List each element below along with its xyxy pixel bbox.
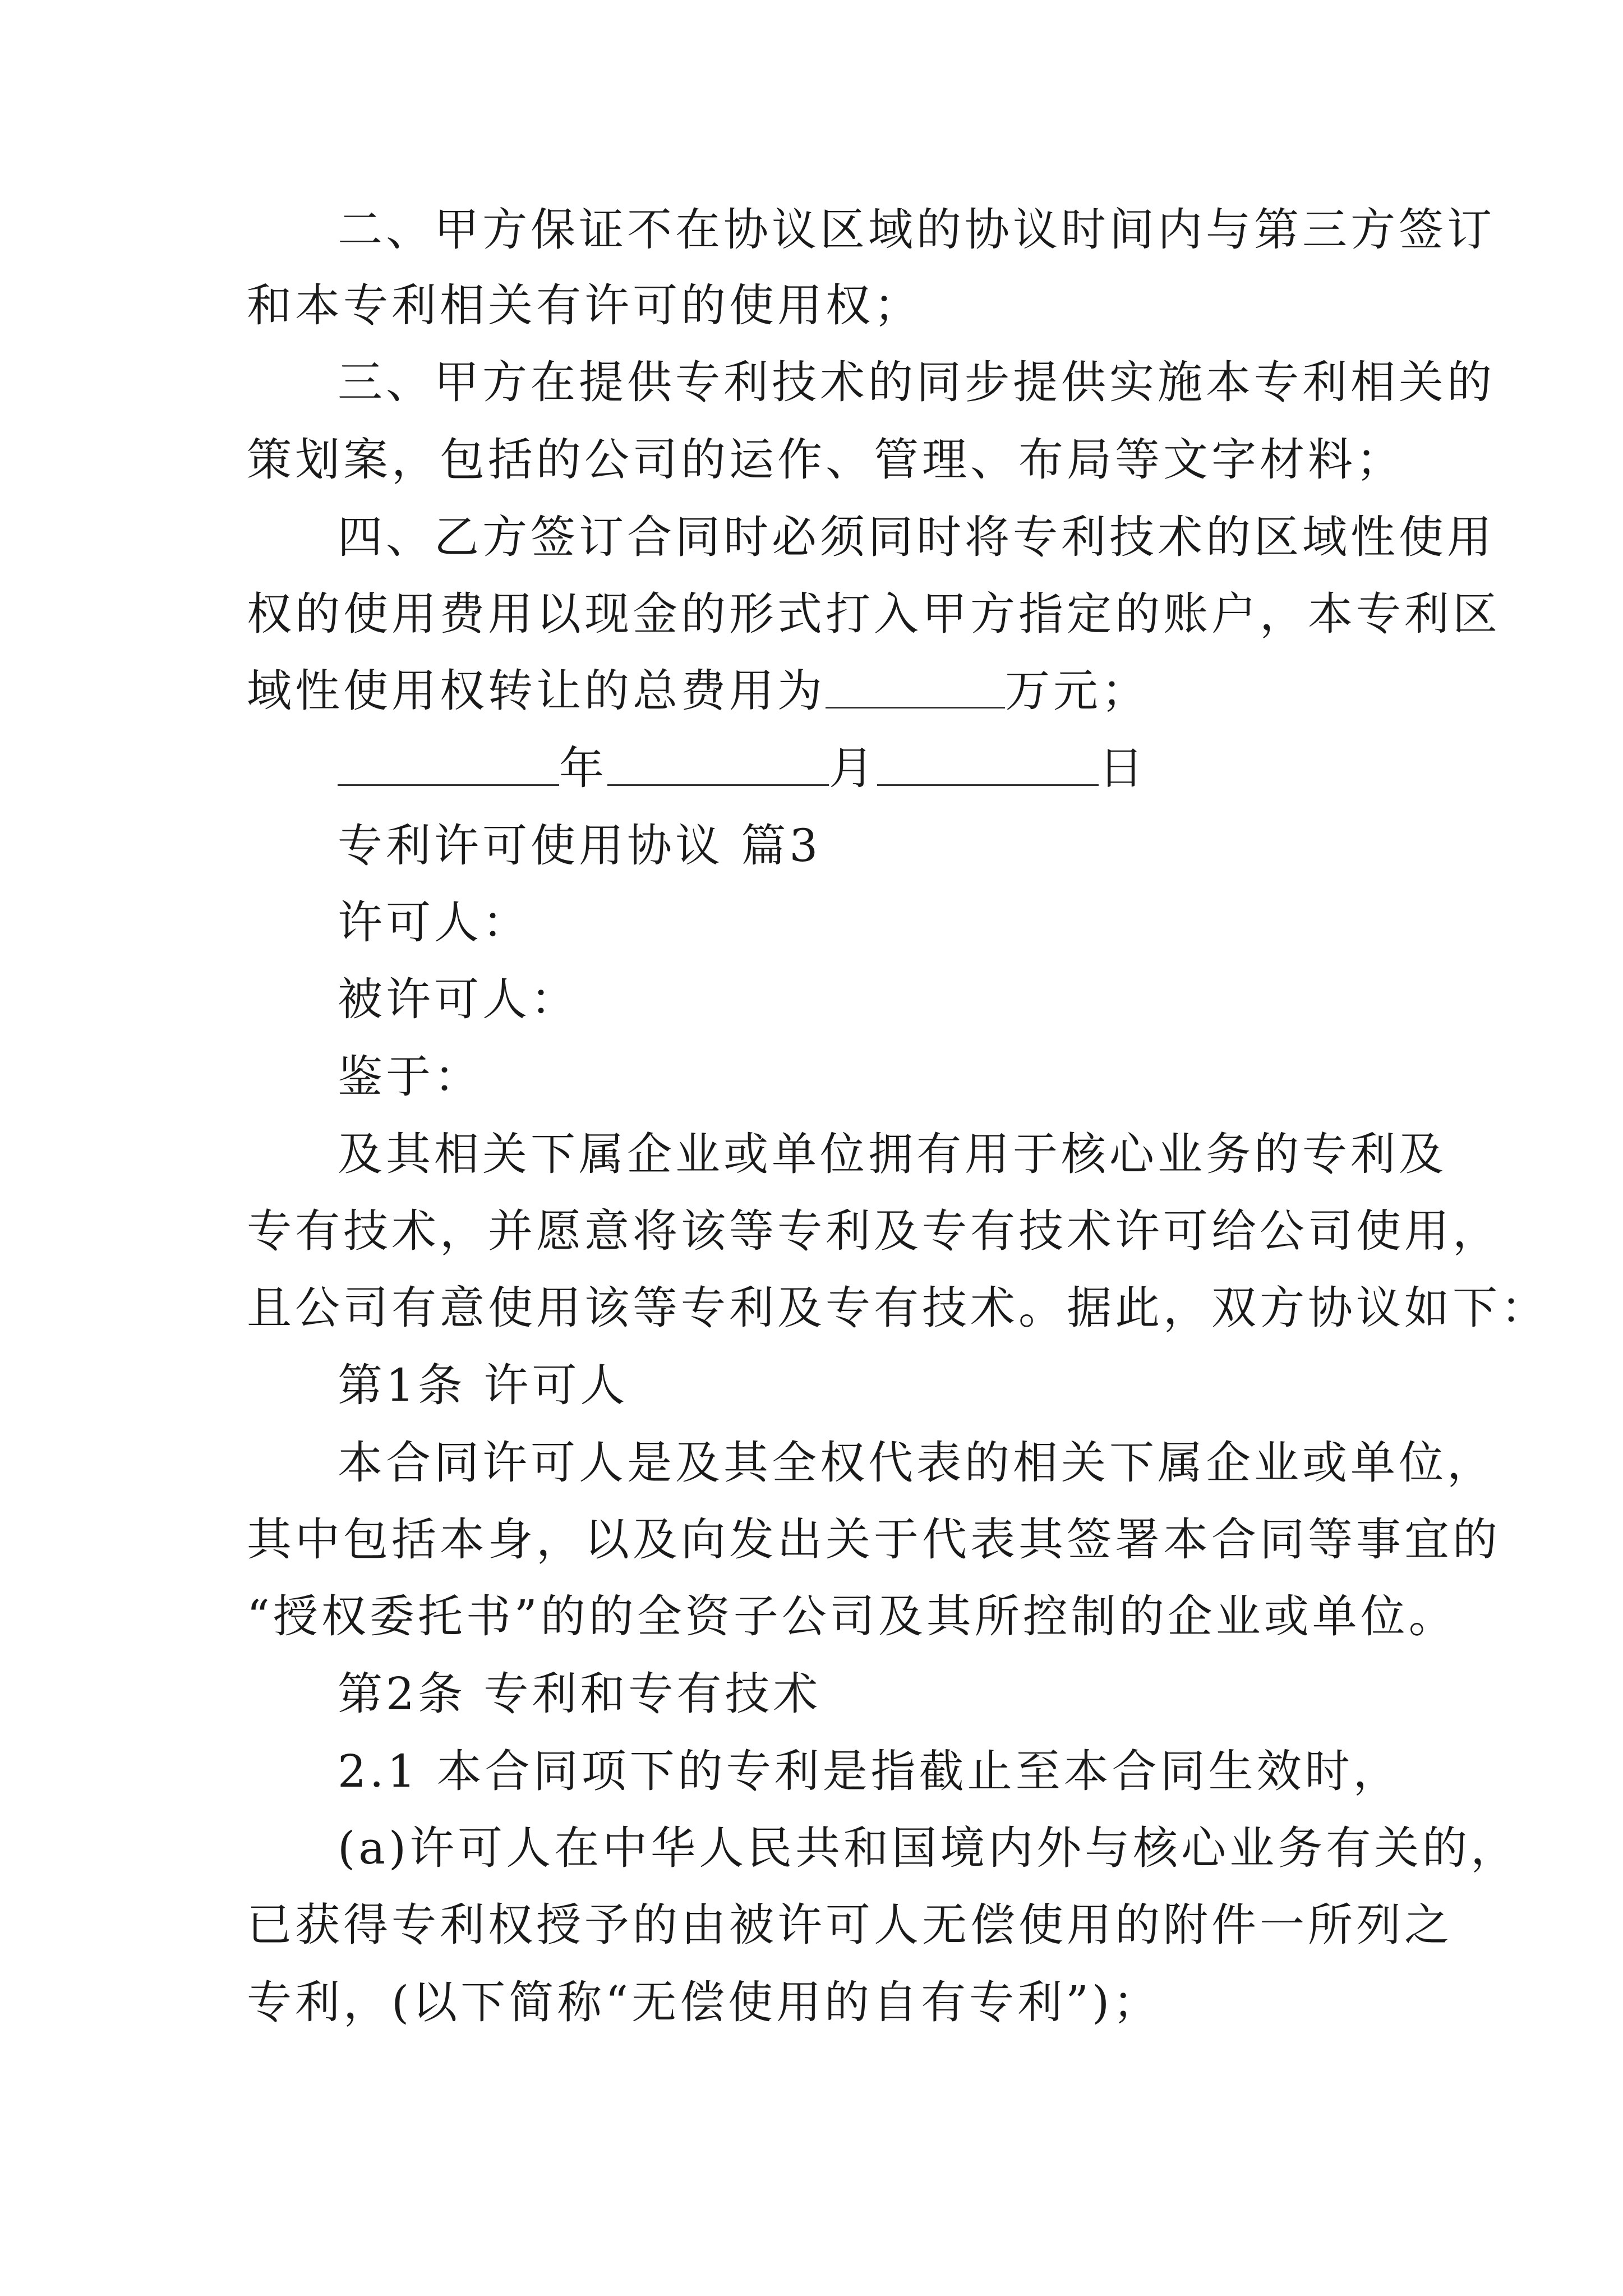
article2-title: 第2条 专利和专有技术 <box>338 1668 822 1720</box>
clause-a-line2: 已获得专利权授予的由被许可人无偿使用的附件一所列之 <box>247 1899 1453 1951</box>
item3-line2: 策划案，包括的公司的运作、管理、布局等文字材料； <box>247 434 1404 486</box>
clause-2-1: 2.1 本合同项下的专利是指截止至本合同生效时， <box>338 1745 1401 1797</box>
article1-line2: 其中包括本身，以及向发出关于代表其签署本合同等事宜的 <box>247 1513 1501 1566</box>
article1-title: 第1条 许可人 <box>338 1359 629 1411</box>
item4-line1: 四、乙方签订合同时必须同时将专利技术的区域性使用 <box>338 511 1495 563</box>
whereas-line2: 专有技术，并愿意将该等专利及专有技术许可给公司使用， <box>247 1205 1501 1257</box>
article1-line1: 本合同许可人是及其全权代表的相关下属企业或单位， <box>338 1437 1495 1489</box>
day-label: 日 <box>1099 742 1147 794</box>
item4-line2: 权的使用费用以现金的形式打入甲方指定的账户，本专利区 <box>247 588 1501 640</box>
item2-line1: 二、甲方保证不在协议区域的协议时间内与第三方签订 <box>338 204 1495 256</box>
whereas-line3: 且公司有意使用该等专利及专有技术。据此，双方协议如下： <box>247 1282 1549 1334</box>
item4-line3 <box>247 663 1150 719</box>
year-blank <box>338 745 559 786</box>
month-label: 月 <box>829 742 877 794</box>
month-blank <box>607 745 829 786</box>
item3-line1: 三、甲方在提供专利技术的同步提供实施本专利相关的 <box>338 356 1495 408</box>
total-fee-label: 域性使用权转让的总费用为 <box>247 665 826 717</box>
whereas-line1: 及其相关下属企业或单位拥有用于核心业务的专利及 <box>338 1128 1447 1180</box>
item2-line2: 和本专利相关有许可的使用权； <box>247 279 922 332</box>
amount-blank <box>826 668 1005 708</box>
date-line <box>338 740 1147 797</box>
year-label: 年 <box>559 742 607 794</box>
fee-unit: 万元； <box>1005 665 1150 717</box>
clause-a-line3: 专利，(以下简称“无偿使用的自有专利”)； <box>247 1976 1161 2028</box>
article1-line3: “授权委托书”的的全资子公司及其所控制的企业或单位。 <box>247 1590 1457 1642</box>
whereas-label: 鉴于： <box>338 1051 482 1103</box>
licensee-label: 被许可人： <box>338 973 579 1025</box>
section-title: 专利许可使用协议 篇3 <box>338 820 822 872</box>
licensor-label: 许可人： <box>338 896 531 949</box>
day-blank <box>877 745 1099 786</box>
clause-a-line1: (a)许可人在中华人民共和国境内外与核心业务有关的， <box>338 1822 1519 1874</box>
